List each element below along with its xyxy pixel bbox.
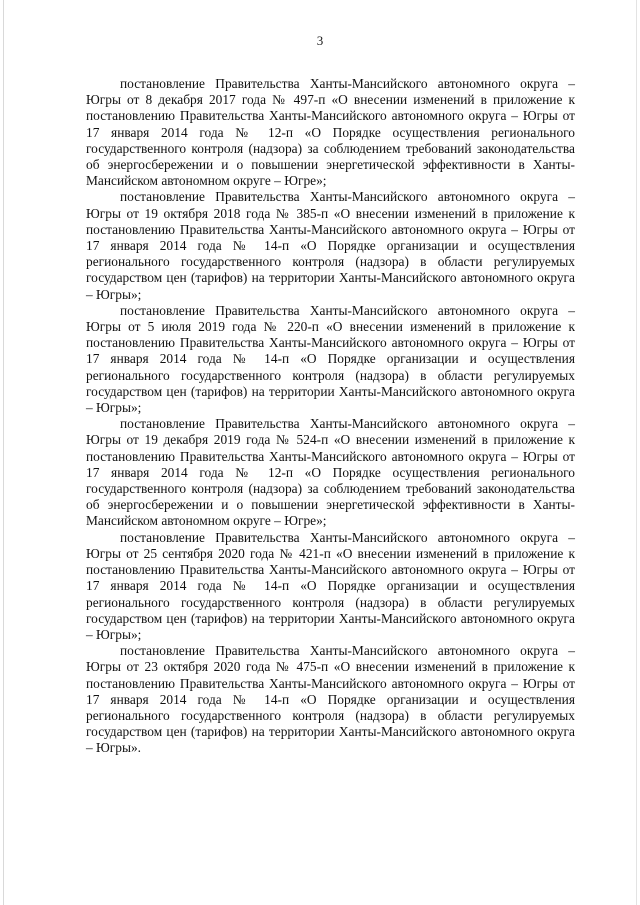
paragraph-resolution-497: постановление Правительства Ханты-Мансийского автономного округа – Югры от 8 декабря 2017 года № 497-п «О внесении изменений в приложение к постановлению Правительства Ханты-Мансийского автономного округа – Югры от 17 января 2014 года № 12-п «О Порядке осуществления регионального государственного контроля (надзора) за соблюдением требований законодательства об энергосбережении и о повышении энергетической эффективности в Ханты-Мансийском автономном округе – Югре»; — [86, 76, 575, 189]
page-number: 3 — [316, 33, 324, 48]
document-body — [86, 76, 575, 757]
paragraph-resolution-524: постановление Правительства Ханты-Мансийского автономного округа – Югры от 19 декабря 2019 года № 524-п «О внесении изменений в приложение к постановлению Правительства Ханты-Мансийского автономного округа – Югры от 17 января 2014 года № 12-п «О Порядке осуществления регионального государственного контроля (надзора) за соблюдением требований законодательства об энергосбережении и о повышении энергетической эффективности в Ханты-Мансийском автономном округе – Югре»; — [86, 416, 575, 529]
paragraph-resolution-475: постановление Правительства Ханты-Мансийского автономного округа – Югры от 23 октября 2020 года № 475-п «О внесении изменений в приложение к постановлению Правительства Ханты-Мансийского автономного округа – Югры от 17 января 2014 года № 14-п «О Порядке организации и осуществления регионального государственного контроля (надзора) в области регулируемых государством цен (тарифов) на территории Ханты-Мансийского автономного округа – Югры». — [86, 643, 575, 756]
paragraph-resolution-421: постановление Правительства Ханты-Мансийского автономного округа – Югры от 25 сентября 2020 года № 421-п «О внесении изменений в приложение к постановлению Правительства Ханты-Мансийского автономного округа – Югры от 17 января 2014 года № 14-п «О Порядке организации и осуществления регионального государственного контроля (надзора) в области регулируемых государством цен (тарифов) на территории Ханты-Мансийского автономного округа – Югры»; — [86, 529, 575, 642]
paragraph-resolution-220: постановление Правительства Ханты-Мансийского автономного округа – Югры от 5 июля 2019 года № 220-п «О внесении изменений в приложение к постановлению Правительства Ханты-Мансийского автономного округа – Югры от 17 января 2014 года № 14-п «О Порядке организации и осуществления регионального государственного контроля (надзора) в области регулируемых государством цен (тарифов) на территории Ханты-Мансийского автономного округа – Югры»; — [86, 302, 575, 416]
page-edge-left — [3, 0, 4, 905]
page-edge-right — [636, 0, 637, 905]
paragraph-resolution-385: постановление Правительства Ханты-Мансийского автономного округа – Югры от 19 октября 2018 года № 385-п «О внесении изменений в приложение к постановлению Правительства Ханты-Мансийского автономного округа – Югры от 17 января 2014 года № 14-п «О Порядке организации и осуществления регионального государственного контроля (надзора) в области регулируемых государством цен (тарифов) на территории Ханты-Мансийского автономного округа – Югры»; — [86, 189, 575, 302]
